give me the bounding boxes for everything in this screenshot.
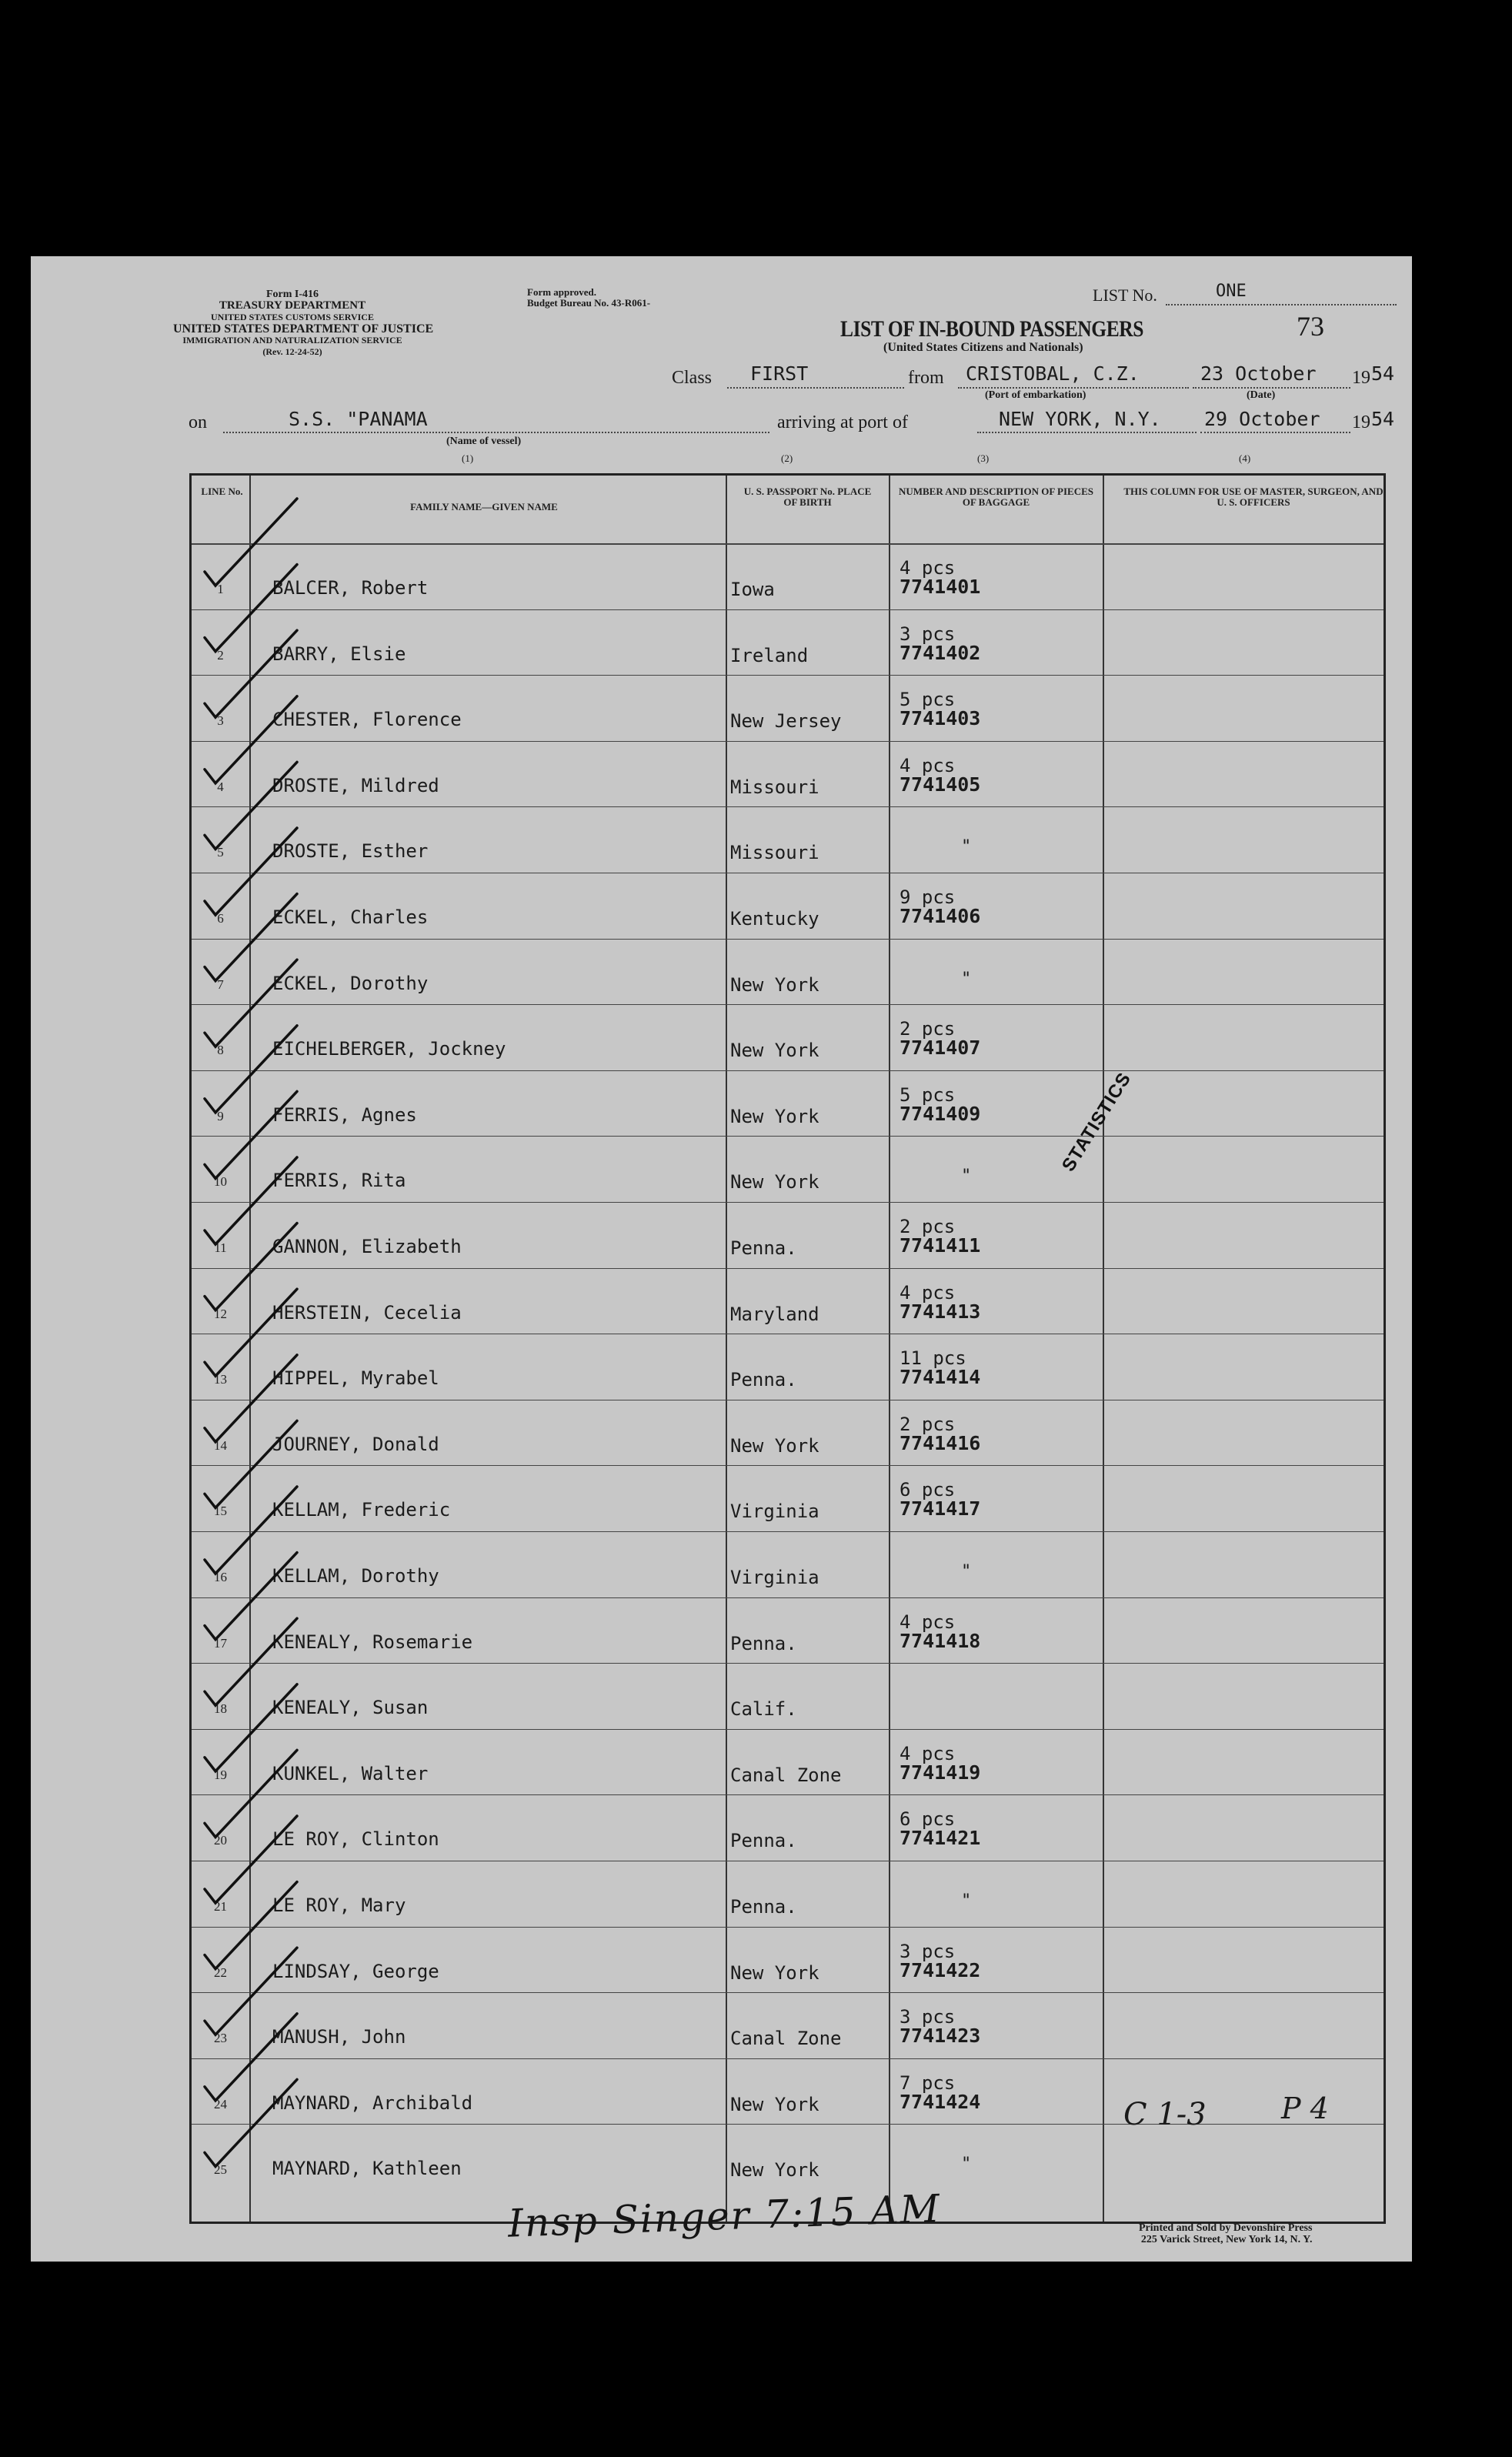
line-number: 25	[214, 2162, 227, 2178]
place-of-birth: New York	[730, 1171, 819, 1193]
place-of-birth: Penna.	[730, 1237, 797, 1259]
place-of-birth: Penna.	[730, 1632, 797, 1654]
list-no-underline	[1166, 304, 1397, 305]
table-row	[192, 609, 1383, 676]
passenger-name: EICHELBERGER, Jockney	[272, 1038, 506, 1060]
line-number: 16	[214, 1570, 227, 1584]
table-row	[192, 1597, 1383, 1664]
inspector-signature: Insp Singer 7:15 AM	[507, 2186, 942, 2246]
table-row	[192, 1004, 1383, 1070]
table-row	[192, 1663, 1383, 1729]
page-subtitle: (United States Citizens and Nationals)	[883, 341, 1083, 354]
baggage-pieces: 4 pcs	[900, 1281, 956, 1304]
baggage-pieces: 4 pcs	[900, 754, 956, 776]
table-row	[192, 1794, 1383, 1861]
line-number: 10	[214, 1174, 227, 1190]
manifest-sheet	[31, 256, 1412, 2262]
place-of-birth: New York	[730, 2159, 819, 2182]
passenger-name: ECKEL, Dorothy	[272, 972, 429, 994]
line-number: 3	[217, 713, 224, 729]
place-of-birth: Canal Zone	[730, 2028, 842, 2050]
date-underline	[1193, 387, 1350, 389]
table-row	[192, 1268, 1383, 1334]
arrival-year-prefix: 19	[1352, 412, 1370, 432]
place-of-birth: Virginia	[730, 1567, 819, 1588]
budget-bureau: Budget Bureau No. 43-R061-	[527, 297, 651, 309]
table-row	[192, 873, 1383, 939]
column-marker-2: (2)	[781, 452, 793, 464]
passenger-name: KELLAM, Dorothy	[272, 1565, 439, 1587]
place-of-birth: Kentucky	[730, 908, 819, 930]
baggage-pieces: 3 pcs	[900, 1940, 956, 1962]
table-row	[192, 1202, 1383, 1268]
officer-note: C 1-3	[1123, 2097, 1207, 2132]
line-number: 15	[214, 1504, 227, 1519]
baggage-tag: 7741403	[900, 707, 981, 730]
baggage-tag: 7741424	[900, 2090, 981, 2113]
baggage-tag: 7741414	[900, 1366, 981, 1389]
passenger-name: DROSTE, Mildred	[272, 774, 439, 796]
printer-line-2: 225 Varick Street, New York 14, N. Y.	[1140, 2234, 1313, 2245]
column-header-name: FAMILY NAME—GIVEN NAME	[410, 501, 558, 512]
form-rev: (Rev. 12-24-52)	[262, 346, 322, 357]
place-of-birth: Calif.	[730, 1698, 797, 1721]
table-row	[192, 806, 1383, 873]
line-number: 4	[217, 779, 224, 794]
baggage-tag: 7741423	[900, 2025, 981, 2048]
place-of-birth: Virginia	[730, 1501, 819, 1523]
passenger-name: KENEALY, Rosemarie	[272, 1631, 473, 1653]
baggage-pieces: 3 pcs	[900, 623, 956, 645]
column-marker-4: (4)	[1239, 452, 1251, 464]
baggage-tag: 7741419	[900, 1761, 981, 1784]
form-ins: IMMIGRATION AND NATURALIZATION SERVICE	[182, 335, 402, 346]
baggage-pieces: 5 pcs	[900, 1083, 956, 1106]
baggage-tag: 7741421	[900, 1827, 981, 1850]
passenger-name: BALCER, Robert	[272, 577, 429, 599]
class-label: Class	[672, 368, 713, 388]
form-number: Form I-416	[265, 289, 319, 300]
place-of-birth: New York	[730, 1961, 819, 1984]
table-row	[192, 939, 1383, 1005]
port-caption: (Port of embarkation)	[985, 389, 1086, 401]
approval-block	[527, 287, 650, 309]
baggage-pieces: 4 pcs	[900, 1611, 956, 1633]
baggage-tag: 7741406	[900, 905, 981, 927]
vessel-caption: (Name of vessel)	[446, 436, 522, 447]
baggage-pieces: 3 pcs	[900, 2006, 956, 2028]
place-of-birth: Maryland	[730, 1303, 819, 1325]
form-approved: Form approved.	[527, 286, 597, 298]
place-of-birth: Canal Zone	[730, 1764, 842, 1786]
line-number: 22	[214, 1965, 227, 1980]
passenger-name: LINDSAY, George	[272, 1960, 439, 1982]
column-header-passport: U. S. PASSPORT No. PLACE OF BIRTH	[743, 486, 872, 508]
column-header-baggage: NUMBER AND DESCRIPTION OF PIECES OF BAGGAGE	[898, 486, 1094, 508]
arrival-port: NEW YORK, N.Y.	[999, 408, 1161, 430]
baggage-tag: 7741417	[900, 1497, 981, 1521]
baggage-pieces: 4 pcs	[900, 557, 956, 579]
baggage-pieces: 9 pcs	[900, 886, 956, 908]
table-row	[192, 1136, 1383, 1202]
baggage-tag: 7741409	[900, 1102, 981, 1125]
baggage-pieces: 2 pcs	[900, 1216, 956, 1237]
class-underline	[727, 387, 904, 389]
printer-imprint	[1139, 2222, 1312, 2245]
baggage-pieces: 7 pcs	[900, 2071, 956, 2094]
line-number: 12	[214, 1306, 227, 1321]
passenger-name: HIPPEL, Myrabel	[272, 1367, 439, 1390]
class-value: FIRST	[750, 362, 809, 385]
table-row	[192, 1465, 1383, 1531]
passenger-name: LE ROY, Clinton	[272, 1828, 439, 1851]
page-title: LIST OF IN-BOUND PASSENGERS	[840, 316, 1144, 342]
baggage-pieces: 4 pcs	[900, 1742, 956, 1764]
place-of-birth: New York	[730, 1040, 819, 1062]
passenger-table	[189, 473, 1386, 2224]
line-number: 2	[217, 647, 224, 663]
baggage-tag: 7741418	[900, 1629, 981, 1652]
table-row	[192, 1992, 1383, 2058]
table-row	[192, 543, 1383, 609]
place-of-birth: New York	[730, 1434, 819, 1457]
place-of-birth: New York	[730, 973, 819, 996]
baggage-tag: 7741411	[900, 1234, 981, 1257]
baggage-pieces: 6 pcs	[900, 1479, 956, 1501]
passenger-name: MANUSH, John	[272, 2026, 406, 2048]
table-row	[192, 675, 1383, 741]
form-justice: UNITED STATES DEPARTMENT OF JUSTICE	[173, 322, 434, 336]
column-marker-3: (3)	[977, 452, 990, 464]
baggage-tag: 7741402	[900, 641, 981, 664]
form-dept: TREASURY DEPARTMENT	[219, 299, 366, 312]
line-number: 21	[214, 1899, 227, 1914]
form-info-block	[173, 289, 434, 358]
line-number: 20	[214, 1833, 227, 1848]
passenger-name: CHESTER, Florence	[272, 709, 462, 731]
form-service: UNITED STATES CUSTOMS SERVICE	[211, 312, 374, 322]
place-of-birth: New Jersey	[730, 710, 842, 733]
passenger-name: KUNKEL, Walter	[272, 1762, 429, 1784]
baggage-pieces: 2 pcs	[900, 1018, 956, 1040]
page-number: 73	[1297, 311, 1324, 342]
passenger-name: LE ROY, Mary	[272, 1894, 406, 1916]
line-number: 24	[214, 2096, 227, 2111]
vessel-name: S.S. "PANAMA	[289, 408, 428, 430]
baggage-tag: 7741422	[900, 1958, 981, 1981]
baggage-ditto: "	[961, 1891, 972, 1911]
place-of-birth: Ireland	[730, 644, 809, 666]
baggage-ditto: "	[961, 969, 972, 989]
place-of-birth: Penna.	[730, 1369, 797, 1391]
column-header-officers: THIS COLUMN FOR USE OF MASTER, SURGEON, AND U. S. OFFICERS	[1123, 486, 1383, 508]
baggage-pieces: 2 pcs	[900, 1413, 956, 1435]
port-of-embarkation: CRISTOBAL, C.Z.	[966, 362, 1140, 385]
passenger-name: JOURNEY, Donald	[272, 1433, 439, 1455]
baggage-tag: 7741401	[900, 576, 981, 598]
table-row	[192, 1070, 1383, 1137]
baggage-ditto: "	[961, 1167, 972, 1187]
line-number: 17	[214, 1635, 227, 1651]
arrival-year: 54	[1371, 408, 1395, 430]
baggage-tag: 7741407	[900, 1037, 981, 1060]
passenger-name: ECKEL, Charles	[272, 906, 429, 928]
on-label: on	[189, 412, 207, 432]
line-number: 11	[214, 1240, 227, 1255]
baggage-ditto: "	[961, 837, 972, 857]
arrival-date-underline	[1200, 432, 1350, 433]
column-marker-1: (1)	[462, 452, 474, 464]
baggage-pieces: 11 pcs	[900, 1347, 966, 1370]
baggage-ditto: "	[961, 1562, 972, 1581]
baggage-tag: 7741416	[900, 1431, 981, 1454]
baggage-tag: 7741405	[900, 773, 981, 796]
from-label: from	[908, 368, 944, 388]
line-number: 1	[217, 582, 224, 596]
line-number: 7	[217, 976, 224, 992]
passenger-name: HERSTEIN, Cecelia	[272, 1301, 462, 1324]
date-caption: (Date)	[1247, 389, 1276, 401]
list-no-value: ONE	[1216, 282, 1247, 301]
line-number: 6	[217, 911, 224, 926]
table-row	[192, 1927, 1383, 1993]
passenger-name: FERRIS, Agnes	[272, 1103, 417, 1126]
table-row	[192, 1861, 1383, 1927]
arrival-port-underline	[977, 432, 1197, 433]
passenger-name: GANNON, Elizabeth	[272, 1236, 462, 1257]
departure-date: 23 October	[1200, 362, 1317, 385]
line-number: 18	[214, 1701, 227, 1717]
place-of-birth: Iowa	[730, 579, 775, 600]
table-row	[192, 2124, 1383, 2190]
arrival-date: 29 October	[1204, 408, 1320, 430]
line-number: 23	[214, 2031, 227, 2046]
line-number: 13	[214, 1372, 227, 1387]
officer-note-2: P 4	[1281, 2091, 1329, 2125]
port-underline	[958, 387, 1189, 389]
departure-year: 54	[1371, 362, 1395, 385]
baggage-ditto: "	[961, 2155, 972, 2175]
passenger-name: MAYNARD, Kathleen	[272, 2158, 462, 2180]
place-of-birth: Missouri	[730, 842, 819, 864]
statistics-stamp: STATISTICS	[1058, 1068, 1136, 1176]
table-row	[192, 741, 1383, 807]
passenger-name: FERRIS, Rita	[272, 1170, 406, 1192]
arriving-label: arriving at port of	[777, 412, 908, 432]
baggage-pieces: 6 pcs	[900, 1808, 956, 1831]
line-number: 14	[214, 1437, 227, 1453]
place-of-birth: Penna.	[730, 1830, 797, 1852]
place-of-birth: New York	[730, 1105, 819, 1127]
passenger-name: DROSTE, Esther	[272, 840, 429, 863]
place-of-birth: New York	[730, 2093, 819, 2115]
line-number: 5	[217, 845, 224, 860]
table-row	[192, 1729, 1383, 1795]
line-number: 8	[217, 1043, 224, 1058]
vessel-underline	[223, 432, 769, 433]
line-number: 9	[217, 1108, 224, 1123]
passenger-name: KENEALY, Susan	[272, 1697, 429, 1719]
baggage-pieces: 5 pcs	[900, 689, 956, 711]
passenger-name: KELLAM, Frederic	[272, 1499, 451, 1521]
baggage-tag: 7741413	[900, 1300, 981, 1323]
table-row	[192, 1334, 1383, 1400]
line-number: 19	[214, 1767, 227, 1782]
place-of-birth: Missouri	[730, 776, 819, 798]
table-row	[192, 1400, 1383, 1466]
passenger-name: MAYNARD, Archibald	[272, 2091, 473, 2114]
list-no-label: LIST No.	[1093, 285, 1157, 305]
passenger-name: BARRY, Elsie	[272, 643, 406, 665]
column-header-line-no: LINE No.	[201, 486, 243, 497]
departure-year-prefix: 19	[1352, 368, 1370, 388]
place-of-birth: Penna.	[730, 1896, 797, 1918]
table-row	[192, 1531, 1383, 1597]
printer-line-1: Printed and Sold by Devonshire Press	[1139, 2222, 1313, 2234]
